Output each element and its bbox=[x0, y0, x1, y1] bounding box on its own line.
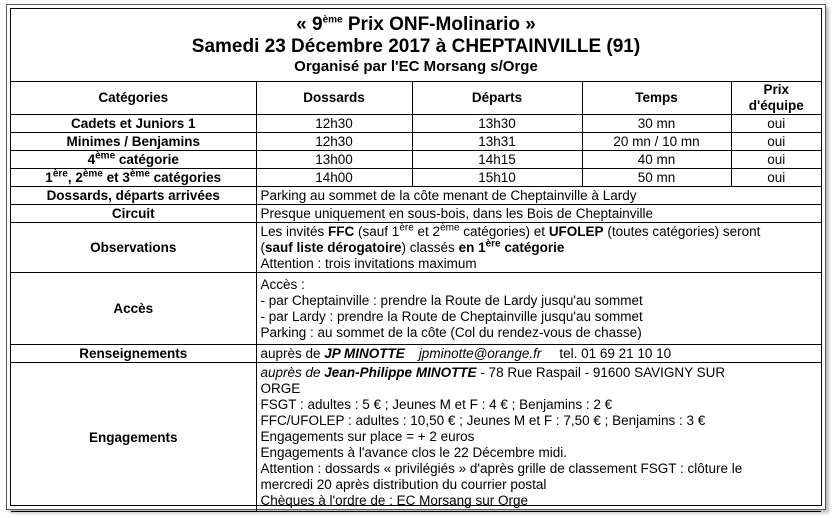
info-value: Parking au sommet de la côte menant de Cheptainville à Lardy bbox=[256, 187, 821, 205]
row-temps: 30 mn bbox=[582, 115, 731, 133]
info-row-dossards bbox=[11, 187, 821, 205]
table-row bbox=[11, 115, 821, 133]
row-dossards: 14h00 bbox=[256, 169, 412, 187]
row-prix: oui bbox=[731, 151, 821, 169]
info-value: Les invités FFC (sauf 1ère et 2ème catégories) et UFOLEP (toutes catégories) seront (sauf liste dérogatoire) classés en 1ère catégorie Attention : trois invitations maximum bbox=[256, 223, 821, 273]
document-frame bbox=[6, 4, 826, 510]
info-value: Accès : - par Cheptainville : prendre la Route de Lardy jusqu'au sommet - par Lardy : prendre la Route de Cheptainville jusqu'au sommet Parking : au sommet de la côte (Col du rendez-vous de chasse) bbox=[256, 273, 821, 345]
row-prix: oui bbox=[731, 115, 821, 133]
info-label: Accès bbox=[11, 273, 256, 345]
info-value: Presque uniquement en sous-bois, dans les Bois de Cheptainville bbox=[256, 205, 821, 223]
document-table-border bbox=[10, 8, 822, 506]
info-label: Dossards, départs arrivées bbox=[11, 187, 256, 205]
info-label: Observations bbox=[11, 223, 256, 273]
row-dossards: 12h30 bbox=[256, 115, 412, 133]
row-dossards: 13h00 bbox=[256, 151, 412, 169]
col-categories: Catégories bbox=[11, 82, 256, 115]
info-row-engagements bbox=[11, 363, 821, 512]
table-header-row bbox=[11, 82, 821, 115]
event-date: Samedi 23 Décembre 2017 à CHEPTAINVILLE (91) bbox=[191, 36, 641, 57]
row-temps: 50 mn bbox=[582, 169, 731, 187]
row-prix: oui bbox=[731, 133, 821, 151]
row-departs: 13h31 bbox=[412, 133, 582, 151]
row-departs: 15h10 bbox=[412, 169, 582, 187]
info-label: Renseignements bbox=[11, 345, 256, 363]
info-row-renseignements bbox=[11, 345, 821, 363]
col-prix-equipe: Prix d'équipe bbox=[731, 82, 821, 115]
table-row bbox=[11, 151, 821, 169]
row-prix: oui bbox=[731, 169, 821, 187]
table-row bbox=[11, 169, 821, 187]
row-category: Cadets et Juniors 1 bbox=[11, 115, 256, 133]
info-value: auprès de Jean-Philippe MINOTTE - 78 Rue Raspail - 91600 SAVIGNY SUR ORGE FSGT : adultes : 5 € ; Jeunes M et F : 4 € ; Benjamins : 2 € FFC/UFOLEP : adultes : 10,50 € ; Jeunes M et F : 7,50 € ; Benjamins : 3 € Engagements sur place = + 2 euros Engagements à l'avance clos le 22 Décembre midi. Attention : dossards « privilégiés » d'après grille de classement FSGT : clôture le mercredi 20 après distribution du courrier postal Chèques à l'ordre de : EC Morsang sur Orge bbox=[256, 363, 821, 512]
row-dossards: 12h30 bbox=[256, 133, 412, 151]
col-departs: Départs bbox=[412, 82, 582, 115]
info-value: auprès de JP MINOTTE jpminotte@orange.fr tel. 01 69 21 10 10 bbox=[256, 345, 821, 363]
row-temps: 20 mn / 10 mn bbox=[582, 133, 731, 151]
info-label: Circuit bbox=[11, 205, 256, 223]
table-row bbox=[11, 133, 821, 151]
col-dossards: Dossards bbox=[256, 82, 412, 115]
col-temps: Temps bbox=[582, 82, 731, 115]
row-departs: 14h15 bbox=[412, 151, 582, 169]
info-label: Engagements bbox=[11, 363, 256, 512]
schedule-table bbox=[11, 82, 821, 512]
info-row-circuit bbox=[11, 205, 821, 223]
row-temps: 40 mn bbox=[582, 151, 731, 169]
row-category: 1ère, 2ème et 3ème catégories bbox=[11, 169, 256, 187]
row-category: Minimes / Benjamins bbox=[11, 133, 256, 151]
event-organizer: Organisé par l'EC Morsang s/Orge bbox=[294, 58, 538, 75]
info-row-acces bbox=[11, 273, 821, 345]
row-departs: 13h30 bbox=[412, 115, 582, 133]
info-row-observations bbox=[11, 223, 821, 273]
title-block bbox=[11, 9, 821, 82]
event-title: « 9ème Prix ONF-Molinario » bbox=[296, 14, 536, 35]
row-category: 4ème catégorie bbox=[11, 151, 256, 169]
